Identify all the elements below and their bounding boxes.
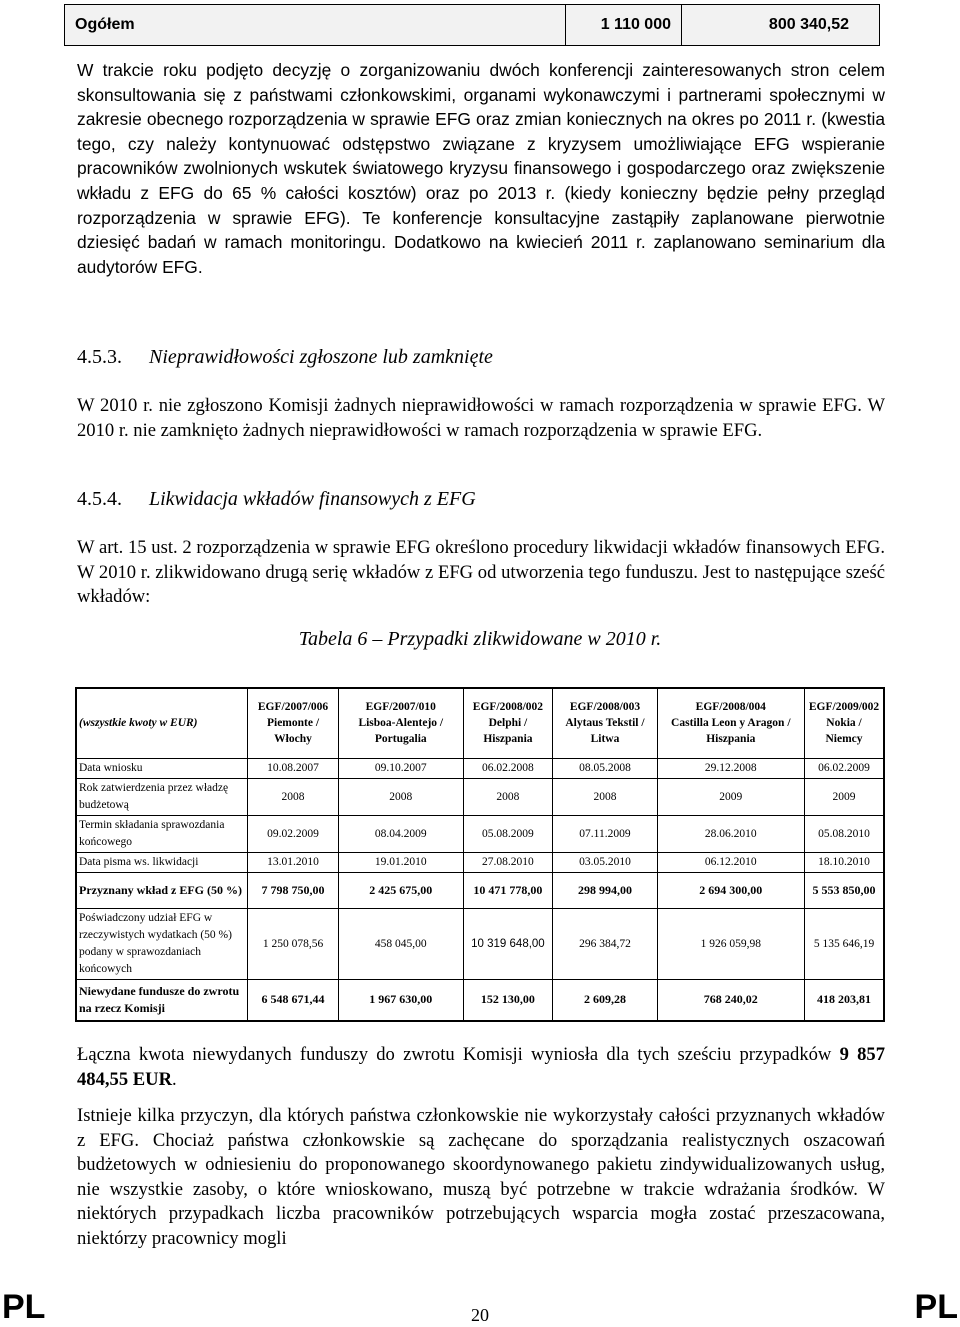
table-cell: 19.01.2010 (339, 852, 463, 872)
column-header: EGF/2008/003 Alytaus Tekstil / Litwa (553, 688, 657, 758)
summary-label: Ogółem (65, 5, 566, 46)
liquidated-cases-table (75, 687, 885, 1022)
table-cell: 03.05.2010 (553, 852, 657, 872)
table-cell: 2009 (805, 778, 884, 815)
section-heading-irregularities (77, 346, 493, 369)
column-header: EGF/2008/004 Castilla Leon y Aragon / Hiszpania (657, 688, 804, 758)
paragraph-reasons: Istnieje kilka przyczyn, dla których państwa członkowskie nie wykorzystały całości przyznanych wkładów z EFG. Chociaż państwa członkowskie są zachęcane do sporządzania realistycznych oszacowań budżetowych w odniesieniu do proponowanego skoordynowanego pakietu zindywidualizowanych usług, nie wszystkie zasoby, o które wnioskowano, muszą być potrzebne w trakcie wdrażania środków. W niektórych przypadkach liczba pracowników potrzebujących wsparcia mogła zostać przeszacowana, niektórzy pracownicy mogli (77, 1105, 885, 1249)
table-row (76, 979, 884, 1021)
table-cell: 10.08.2007 (248, 758, 339, 778)
table-cell: 5 553 850,00 (805, 872, 884, 908)
total-suffix: . (172, 1068, 177, 1090)
table-cell: 458 045,00 (339, 908, 463, 979)
column-header: EGF/2007/006 Piemonte / Włochy (248, 688, 339, 758)
section-title: Likwidacja wkładów finansowych z EFG (149, 488, 476, 510)
table-cell: 10 319 648,00 (463, 908, 553, 979)
section-number: 4.5.3. (77, 346, 122, 368)
paragraph-total-unspent (77, 1043, 885, 1092)
section-number: 4.5.4. (77, 488, 122, 510)
table-cell: 2008 (339, 778, 463, 815)
summary-table (64, 4, 880, 46)
table-cell: 05.08.2010 (805, 815, 884, 852)
row-label: Niewydane fundusze do zwrotu na rzecz Komisji (76, 979, 248, 1021)
paragraph-irregularities: W 2010 r. nie zgłoszono Komisji żadnych nieprawidłowości w ramach rozporządzenia w sprawie EFG. W 2010 r. nie zamknięto żadnych nieprawidłowości w ramach rozporządzenia w sprawie EFG. (77, 395, 885, 441)
table-row (76, 872, 884, 908)
language-code-right: PL (914, 1288, 958, 1326)
table-cell: 06.02.2009 (805, 758, 884, 778)
table-cell: 2008 (553, 778, 657, 815)
row-label: Przyznany wkład z EFG (50 %) (76, 872, 248, 908)
table-cell: 1 926 059,98 (657, 908, 804, 979)
table-cell: 08.05.2008 (553, 758, 657, 778)
table-cell: 18.10.2010 (805, 852, 884, 872)
page-number: 20 (471, 1305, 489, 1325)
table-cell: 10 471 778,00 (463, 872, 553, 908)
row-label: Data pisma ws. likwidacji (76, 852, 248, 872)
table-cell: 418 203,81 (805, 979, 884, 1021)
summary-row (65, 5, 880, 46)
header-label: (wszystkie kwoty w EUR) (76, 688, 248, 758)
table-caption: Tabela 6 – Przypadki zlikwidowane w 2010 r. (298, 628, 662, 650)
table-row (76, 815, 884, 852)
table-cell: 6 548 671,44 (248, 979, 339, 1021)
table-cell: 2 609,28 (553, 979, 657, 1021)
table-cell: 152 130,00 (463, 979, 553, 1021)
table-cell: 08.04.2009 (339, 815, 463, 852)
table-cell: 1 967 630,00 (339, 979, 463, 1021)
table-cell: 09.02.2009 (248, 815, 339, 852)
table-cell: 06.12.2010 (657, 852, 804, 872)
table-row (76, 852, 884, 872)
total-text: Łączna kwota niewydanych funduszy do zwrotu Komisji wyniosła dla tych sześciu przypadków (77, 1044, 840, 1065)
table-row (76, 778, 884, 815)
table-cell: 06.02.2008 (463, 758, 553, 778)
table-cell: 2008 (463, 778, 553, 815)
table-cell: 768 240,02 (657, 979, 804, 1021)
table-cell: 07.11.2009 (553, 815, 657, 852)
table-cell: 2 694 300,00 (657, 872, 804, 908)
table-cell: 5 135 646,19 (805, 908, 884, 979)
table-cell: 2 425 675,00 (339, 872, 463, 908)
table-cell: 13.01.2010 (248, 852, 339, 872)
table-cell: 296 384,72 (553, 908, 657, 979)
column-header: EGF/2008/002 Delphi / Hiszpania (463, 688, 553, 758)
table-cell: 1 250 078,56 (248, 908, 339, 979)
paragraph-conferences: W trakcie roku podjęto decyzję o zorganizowaniu dwóch konferencji zainteresowanych stron celem skonsultowania się z państwami członkowskimi, organami wykonawczymi i partnerami społecznymi w zakresie obecnego rozporządzenia w sprawie EFG oraz zmian koniecznych na okres po 2011 r. (kwestia tego, czy należy kontynuować odstępstwo związane z kryzysem umożliwiające EFG wspieranie pracowników zwolnionych wskutek światowego kryzysu finansowego i gospodarczego oraz zwiększenie wkładu z EFG do 65 % całości kosztów) oraz po 2013 r. (kiedy konieczny będzie pełny przegląd rozporządzenia w sprawie EFG). Te konferencje konsultacyjne zastąpiły zaplanowane pierwotnie dziesięć badań w ramach monitoringu. Dodatkowo na kwiecień 2011 r. zaplanowano seminarium dla audytorów EFG. (77, 60, 885, 277)
table-cell: 09.10.2007 (339, 758, 463, 778)
table-row (76, 908, 884, 979)
table-cell: 05.08.2009 (463, 815, 553, 852)
language-code-left: PL (2, 1288, 46, 1326)
table-cell: 29.12.2008 (657, 758, 804, 778)
table-cell: 7 798 750,00 (248, 872, 339, 908)
table-cell: 298 994,00 (553, 872, 657, 908)
table-header-row (76, 688, 884, 758)
table-cell: 28.06.2010 (657, 815, 804, 852)
paragraph-liquidation: W art. 15 ust. 2 rozporządzenia w sprawie EFG określono procedury likwidacji wkładów finansowych EFG. W 2010 r. zlikwidowano drugą serię wkładów z EFG od utworzenia tego funduszu. Jest to następujące sześć wkładów: (77, 537, 885, 608)
section-title: Nieprawidłowości zgłoszone lub zamknięte (149, 346, 493, 368)
table-cell: 27.08.2010 (463, 852, 553, 872)
row-label: Data wniosku (76, 758, 248, 778)
summary-value-1: 1 110 000 (566, 5, 682, 46)
row-label: Termin składania sprawozdania końcowego (76, 815, 248, 852)
row-label: Rok zatwierdzenia przez władzę budżetową (76, 778, 248, 815)
total-amount: 9 857 484,55 EUR (77, 1044, 885, 1090)
row-label: Poświadczony udział EFG w rzeczywistych wydatkach (50 %) podany w sprawozdaniach końcowych (76, 908, 248, 979)
table-cell: 2009 (657, 778, 804, 815)
table-row (76, 758, 884, 778)
column-header: EGF/2007/010 Lisboa-Alentejo / Portugalia (339, 688, 463, 758)
column-header: EGF/2009/002 Nokia / Niemcy (805, 688, 884, 758)
summary-value-2: 800 340,52 (682, 5, 880, 46)
section-heading-liquidation (77, 488, 476, 511)
table-cell: 2008 (248, 778, 339, 815)
